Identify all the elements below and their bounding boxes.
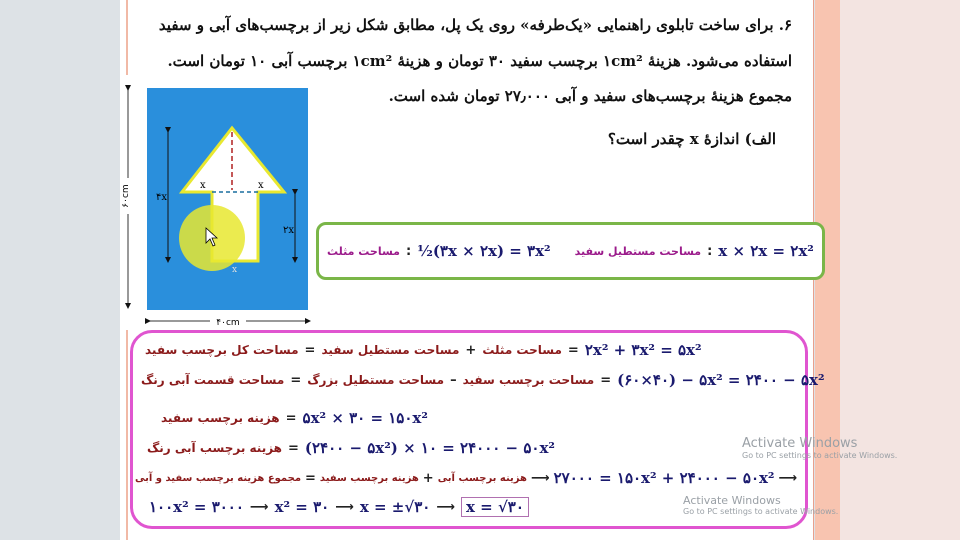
text: هزینه برچسب سفید: [161, 411, 280, 425]
text: مساحت قسمت آبی رنگ: [141, 373, 285, 387]
operator: +: [465, 342, 477, 358]
arrow-icon: ⟶: [530, 470, 550, 486]
question-line-2: استفاده می‌شود. هزینهٔ ۱cm² برچسب سفید ۳۰ تومان و هزینهٔ ۱cm² برچسب آبی ۱۰ تومان است.: [167, 52, 792, 70]
label-x-stem: x: [232, 265, 238, 275]
triangle-area-formula: ½(۳x × ۲x) = ۳x²: [417, 242, 551, 260]
operator: =: [304, 342, 316, 358]
operator: +: [422, 470, 434, 486]
part-label: الف): [744, 130, 776, 148]
text: مساحت مثلث: [482, 343, 562, 357]
text: مساحت مستطیل بزرگ: [307, 373, 445, 387]
colon: :: [405, 243, 412, 259]
watermark-title: Activate Windows: [742, 436, 858, 451]
label-x-right: x: [258, 180, 264, 191]
question-line-1: ۶. برای ساخت تابلوی راهنمایی «یک‌طرفه» روی یک پل، مطابق شکل زیر از برچسب‌های آبی و سفید: [158, 16, 792, 34]
sign-figure: [120, 78, 320, 328]
text: مساحت کل برچسب سفید: [145, 343, 299, 357]
operator: =: [600, 372, 612, 388]
arrow-icon: ⟶: [778, 470, 798, 486]
text: مساحت مستطیل سفید: [321, 343, 460, 357]
math: (۶۰×۴۰) − ۵x² = ۲۴۰۰ − ۵x²: [617, 371, 825, 389]
text: هزینه برچسب آبی رنگ: [147, 441, 282, 455]
slide-border-line: [126, 0, 128, 75]
text: مجموع هزینه برچسب سفید و آبی: [135, 472, 302, 484]
question-line-3: مجموع هزینهٔ برچسب‌های سفید و آبی ۲۷٫۰۰۰ تومان شده است.: [388, 87, 792, 105]
area-formulas-box: [316, 222, 825, 280]
label-4x: ۴x: [156, 192, 168, 203]
triangle-area-label: مساحت مثلث: [327, 244, 400, 258]
rect-area-label: مساحت مستطیل سفید: [574, 244, 702, 258]
question-part-a: [608, 130, 776, 148]
operator: –: [450, 372, 457, 388]
part-text: اندازهٔ x چقدر است؟: [607, 130, 740, 148]
label-2x: ۲x: [283, 225, 295, 236]
activate-windows-watermark: [683, 494, 838, 516]
math: ۲۷۰۰۰ = ۱۵۰x² + ۲۴۰۰۰ − ۵۰x²: [553, 469, 775, 487]
math: x = ±√۳۰: [359, 498, 431, 516]
solution-line-2: [141, 371, 825, 389]
text: مساحت برچسب سفید: [462, 373, 595, 387]
arrow-icon: ⟶: [335, 499, 354, 515]
operator: =: [290, 372, 302, 388]
watermark-subtitle: Go to PC settings to activate Windows.: [742, 451, 898, 460]
solution-line-1: [145, 341, 702, 359]
operator: =: [305, 470, 316, 486]
operator: =: [567, 342, 579, 358]
label-x-left: x: [200, 180, 206, 191]
math: ۵x² × ۳۰ = ۱۵۰x²: [302, 409, 428, 427]
width-label: ۴۰cm: [216, 318, 240, 328]
rect-area-formula: x × ۲x = ۲x²: [718, 242, 814, 260]
solution-line-4: [147, 439, 555, 457]
text: هزینه برچسب آبی: [437, 472, 527, 484]
slide-border-line: [126, 330, 128, 540]
watermark-subtitle: Go to PC settings to activate Windows.: [683, 507, 839, 516]
math: x² = ۳۰: [274, 498, 330, 516]
final-answer: x = √۳۰: [461, 497, 529, 517]
arrow-icon: ⟶: [436, 499, 455, 515]
height-label: ۶۰cm: [121, 184, 131, 208]
math: (۲۴۰۰ − ۵x²) × ۱۰ = ۲۴۰۰۰ − ۵۰x²: [304, 439, 555, 457]
operator: =: [285, 410, 297, 426]
colon: :: [707, 243, 713, 259]
watermark-title: Activate Windows: [683, 494, 781, 507]
text: هزینه برچسب سفید: [319, 472, 419, 484]
operator: =: [288, 440, 299, 456]
math: ۱۰۰x² = ۳۰۰۰: [149, 498, 244, 516]
solution-line-3: [161, 409, 428, 427]
arrow-icon: ⟶: [249, 499, 269, 515]
solution-line-6: [149, 497, 529, 517]
activate-windows-watermark: [742, 436, 897, 460]
solution-line-5: [135, 469, 797, 487]
math: ۲x² + ۳x² = ۵x²: [584, 341, 702, 359]
